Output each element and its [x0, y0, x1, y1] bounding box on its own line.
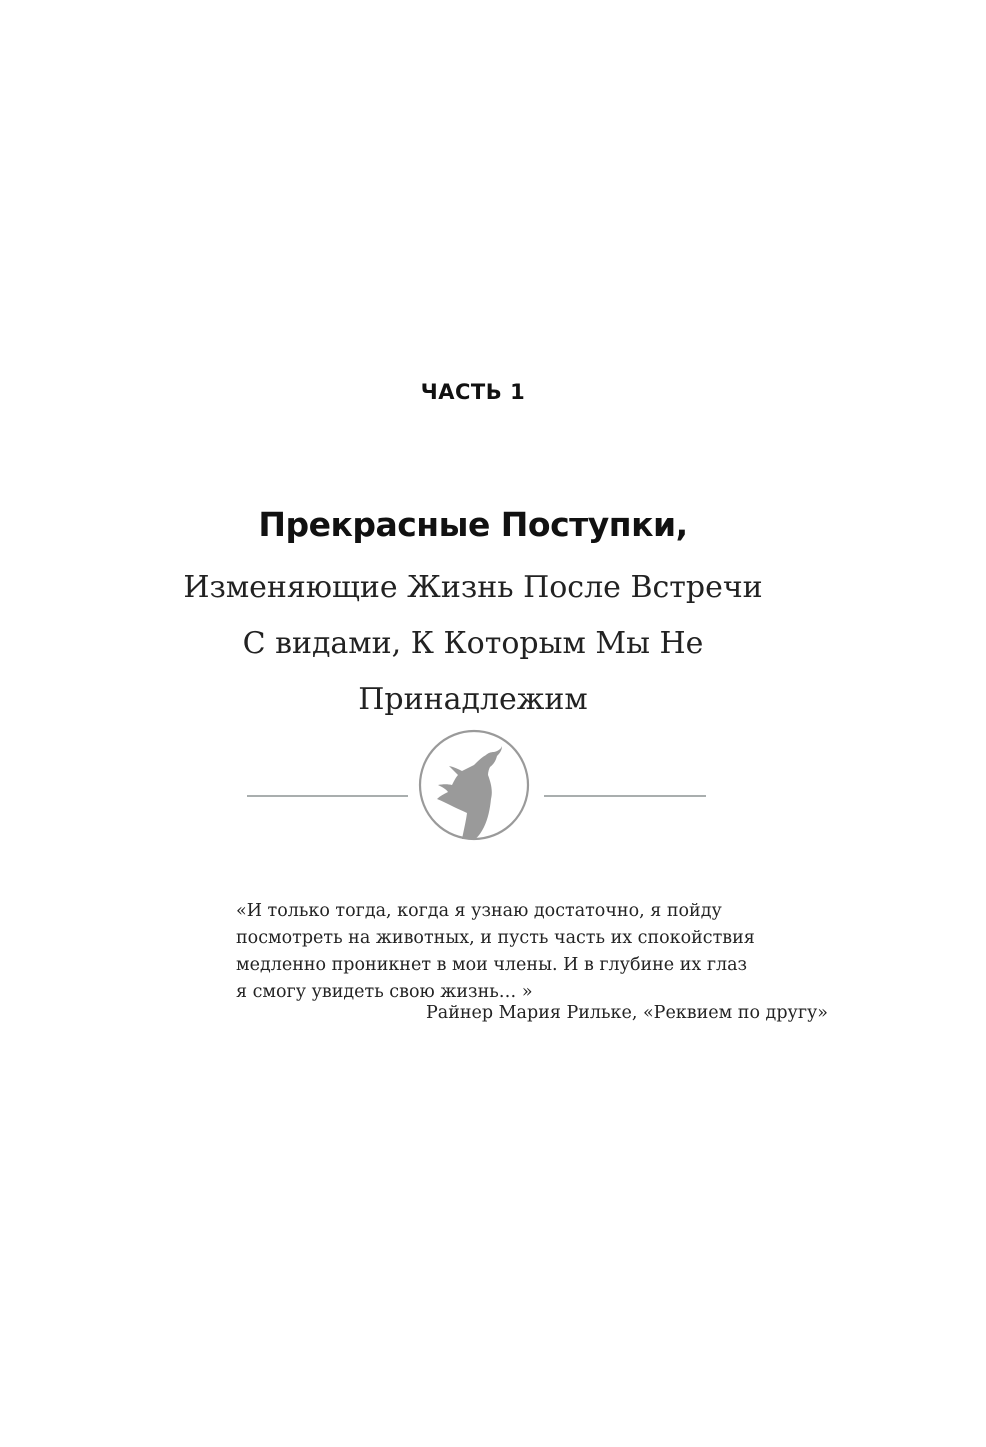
epigraph-line: я смогу увидеть свою жизнь… »: [236, 982, 533, 1002]
subtitle-line: С видами, К Которым Мы Не: [242, 626, 704, 661]
epigraph-line: посмотреть на животных, и пусть часть их спокойствия: [236, 928, 755, 948]
howling-wolf-icon: [418, 729, 530, 841]
divider-left: [247, 795, 408, 797]
epigraph: [236, 898, 836, 1006]
chapter-subtitle: [0, 560, 946, 728]
divider-right: [544, 795, 706, 797]
subtitle-line: Изменяющие Жизнь После Встречи: [183, 570, 763, 605]
epigraph-line: «И только тогда, когда я узнаю достаточно, я пойду: [236, 901, 722, 921]
part-label: ЧАСТЬ 1: [420, 380, 526, 404]
epigraph-line: медленно проникнет в мои члены. И в глубине их глаз: [236, 955, 748, 975]
subtitle-line: Принадлежим: [358, 682, 588, 717]
chapter-title: Прекрасные Поступки,: [258, 505, 688, 544]
epigraph-attribution: Райнер Мария Рильке, «Реквием по другу»: [425, 1003, 828, 1023]
